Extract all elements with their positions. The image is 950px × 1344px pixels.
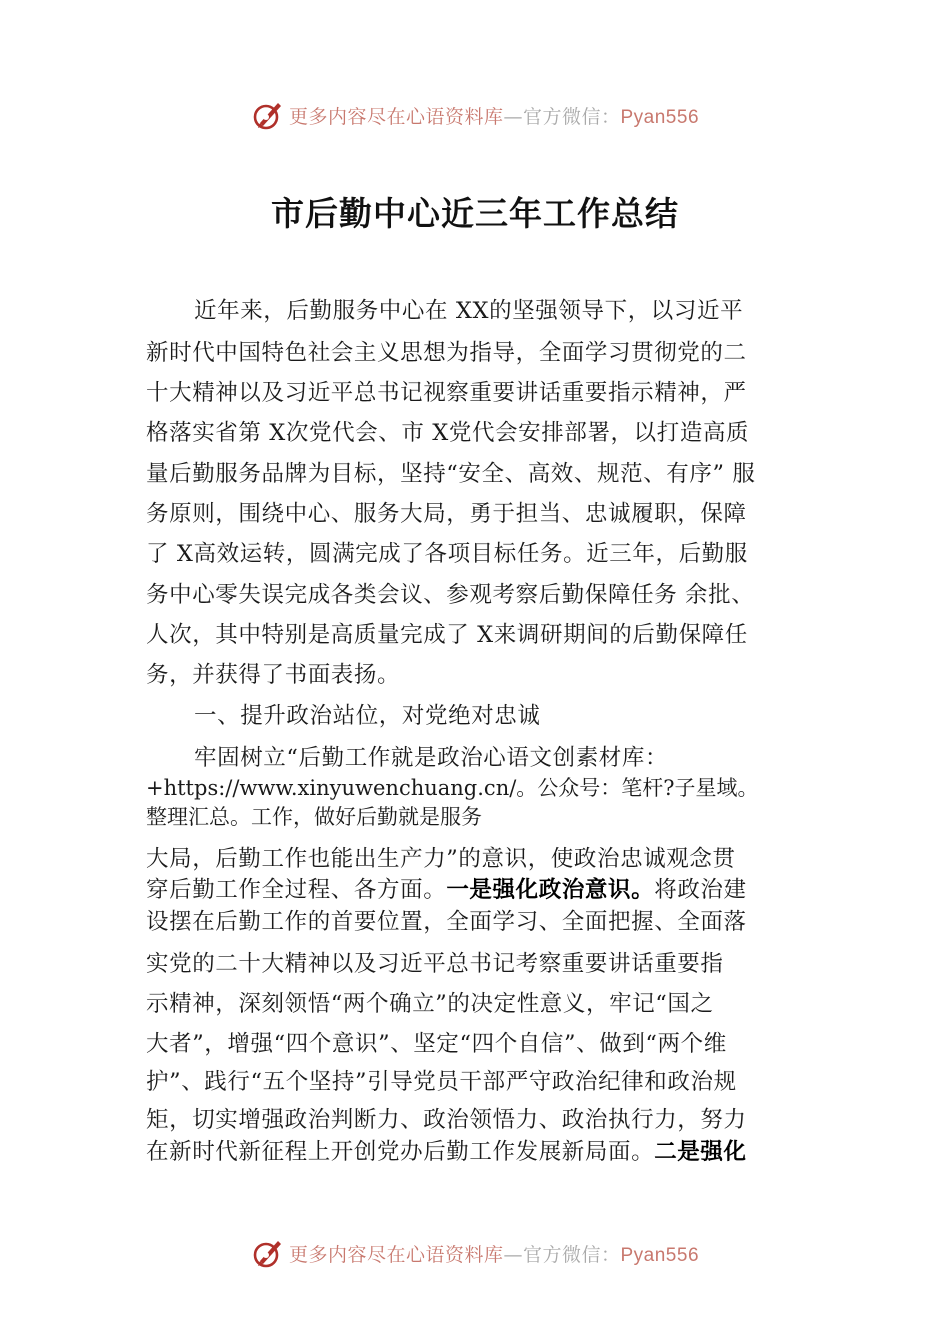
body-line: 设摆在后勤工作的首要位置，全面学习、全面把握、全面落 <box>146 909 747 935</box>
body-line: 示精神，深刻领悟“两个确立”的决定性意义，牢记“国之 <box>146 991 714 1017</box>
banner-caption <box>289 1240 699 1267</box>
body-text: 在新时代新征程上开创党办后勤工作发展新局面。 <box>146 1139 655 1165</box>
banner-caption <box>289 102 699 129</box>
body-line: 实党的二十大精神以及习近平总书记考察重要讲话重要指 <box>146 951 724 977</box>
footer-banner <box>0 1233 950 1273</box>
body-line: 大者”，增强“四个意识”、坚定“四个自信”、做到“两个维 <box>146 1031 727 1057</box>
banner-wechat-label: 官方微信： <box>522 105 621 128</box>
banner-wechat-handle: Pyan556 <box>620 106 700 128</box>
page-title: 市后勤中心近三年工作总结 <box>271 194 679 233</box>
body-line-with-emphasis <box>146 872 747 904</box>
banner-dash: — <box>503 105 523 128</box>
body-line: 量后勤服务品牌为目标，坚持“安全、高效、规范、有序” 服 <box>146 461 756 487</box>
body-line: 矩，切实增强政治判断力、政治领悟力、政治执行力，努力 <box>146 1107 747 1133</box>
banner-brand: 更多内容尽在心语资料库 <box>288 1243 504 1266</box>
pen-logo-icon <box>251 98 285 132</box>
header-banner <box>0 95 950 135</box>
body-line: 近年来，后勤服务中心在 XX的坚强领导下，以习近平 <box>194 298 744 324</box>
body-line: 务原则，围绕中心、服务大局，勇于担当、忠诚履职，保障 <box>146 501 747 527</box>
body-line: 十大精神以及习近平总书记视察重要讲话重要指示精神，严 <box>146 380 747 406</box>
section-heading: 一、提升政治站位，对党绝对忠诚 <box>194 703 541 729</box>
body-line: 牢固树立“后勤工作就是政治心语文创素材库： <box>194 745 669 771</box>
body-line: 新时代中国特色社会主义思想为指导，全面学习贯彻党的二 <box>146 340 747 366</box>
body-line: 人次，其中特别是高质量完成了 X来调研期间的后勤保障任 <box>146 622 748 648</box>
emphasis-text: 二是强化 <box>654 1139 747 1165</box>
pen-logo-icon <box>251 1236 285 1270</box>
body-line: +https://www.xinyuwenchuang.cn/。公众号：笔杆?子星域。 <box>146 776 759 800</box>
body-line: 了 X高效运转，圆满完成了各项目标任务。近三年，后勤服 <box>146 541 748 567</box>
body-line: 大局，后勤工作也能出生产力”的意识，使政治忠诚观念贯 <box>146 846 736 872</box>
body-line: 务，并获得了书面表扬。 <box>146 662 401 688</box>
body-line-with-emphasis <box>146 1134 747 1166</box>
emphasis-text: 一是强化政治意识。 <box>446 877 655 903</box>
body-line: 务中心零失误完成各类会议、参观考察后勤保障任务 余批、 <box>146 582 755 608</box>
body-line: 格落实省第 X次党代会、市 X党代会安排部署，以打造高质 <box>146 420 750 446</box>
body-line: 整理汇总。工作，做好后勤就是服务 <box>146 805 482 829</box>
body-text: 穿后勤工作全过程、各方面。 <box>146 877 447 903</box>
body-text: 将政治建 <box>654 877 747 903</box>
banner-wechat-handle: Pyan556 <box>620 1244 700 1266</box>
banner-dash: — <box>503 1243 523 1266</box>
banner-brand: 更多内容尽在心语资料库 <box>288 105 504 128</box>
banner-wechat-label: 官方微信： <box>522 1243 621 1266</box>
body-line: 护”、践行“五个坚持”引导党员干部严守政治纪律和政治规 <box>146 1069 737 1095</box>
